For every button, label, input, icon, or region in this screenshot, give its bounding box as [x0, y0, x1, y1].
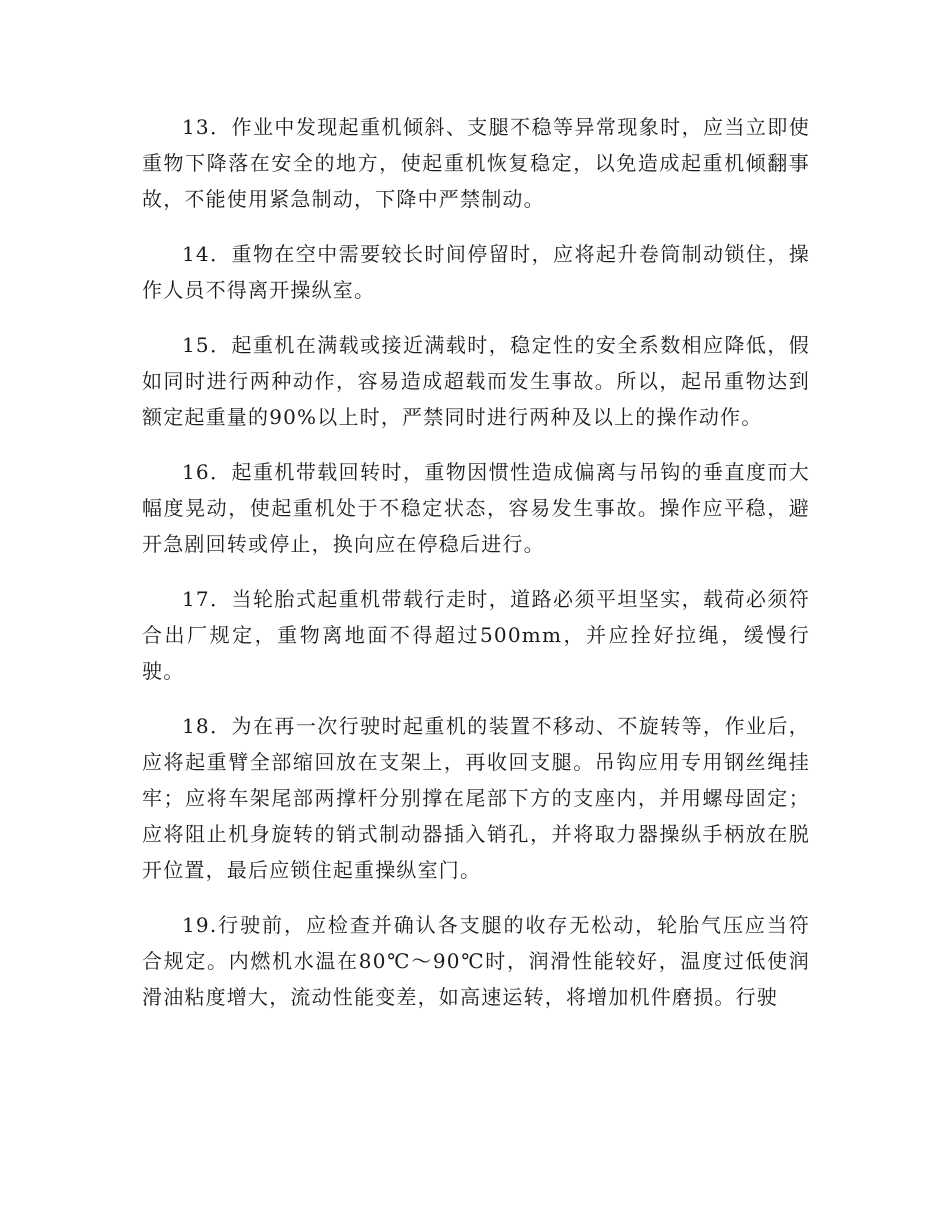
paragraph-18: 18．为在再一次行驶时起重机的装置不移动、不旋转等，作业后，应将起重臂全部缩回放在支架上，再收回支腿。吊钩应用专用钢丝绳挂牢；应将车架尾部两撑杆分别撑在尾部下方的支座内，并用螺母固定；应将阻止机身旋转的销式制动器插入销孔，并将取力器操纵手柄放在脱开位置，最后应锁住起重操纵室门。	[142, 714, 810, 882]
paragraph-17: 17．当轮胎式起重机带载行走时，道路必须平坦坚实，载荷必须符合出厂规定，重物离地面不得超过500mm，并应拴好拉绳，缓慢行驶。	[142, 587, 810, 683]
paragraph-15: 15．起重机在满载或接近满载时，稳定性的安全系数相应降低，假如同时进行两种动作，容易造成超载而发生事故。所以，起吊重物达到额定起重量的90%以上时，严禁同时进行两种及以上的操作动作。	[142, 333, 810, 429]
document-body	[142, 109, 810, 1034]
paragraph-16: 16．起重机带载回转时，重物因惯性造成偏离与吊钩的垂直度而大幅度晃动，使起重机处于不稳定状态，容易发生事故。操作应平稳，避开急剧回转或停止，换向应在停稳后进行。	[142, 460, 810, 556]
paragraph-19: 19.行驶前，应检查并确认各支腿的收存无松动，轮胎气压应当符合规定。内燃机水温在80℃～90℃时，润滑性能较好，温度过低使润滑油粘度增大，流动性能变差，如高速运转，将增加机件磨损。行驶	[142, 913, 810, 1009]
paragraph-13: 13．作业中发现起重机倾斜、支腿不稳等异常现象时，应当立即使重物下降落在安全的地方，使起重机恢复稳定，以免造成起重机倾翻事故，不能使用紧急制动，下降中严禁制动。	[142, 115, 810, 211]
paragraph-14: 14．重物在空中需要较长时间停留时，应将起升卷筒制动锁住，操作人员不得离开操纵室。	[142, 242, 810, 302]
